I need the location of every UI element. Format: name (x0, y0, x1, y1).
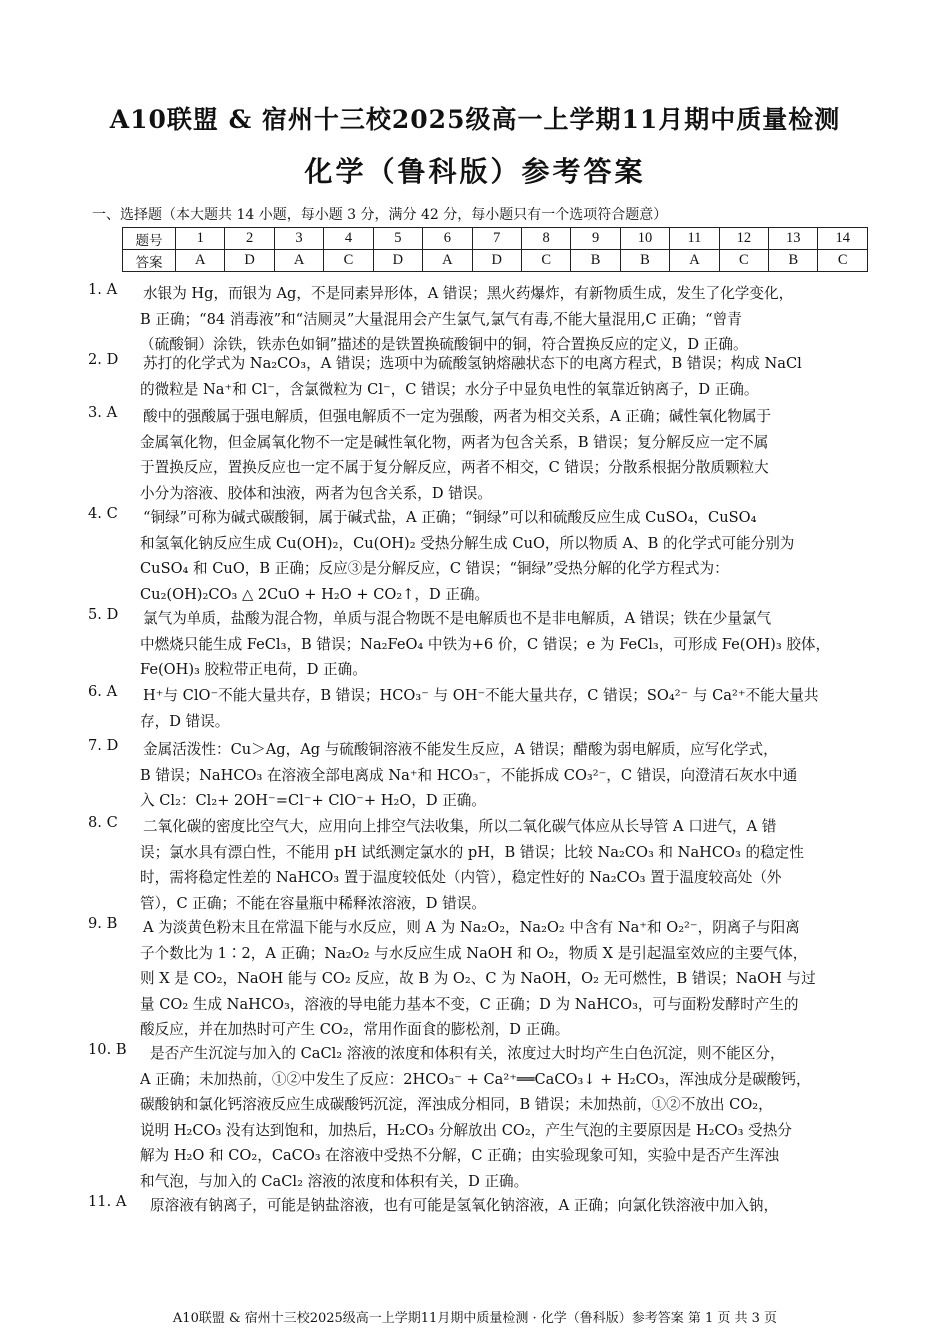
explanation-label: 4. C (88, 505, 118, 522)
explanation-line: 碳酸钠和氯化钙溶液反应生成碳酸钙沉淀，浑浊成分相同，B 错误；未加热前，①②不放出 CO₂， (140, 1096, 773, 1114)
explanation-line: 于置换反应，置换反应也一定不属于复分解反应，两者不相交，C 错误；分散系根据分散质颗粒大 (140, 459, 769, 477)
explanation-label: 11. A (88, 1193, 127, 1210)
explanation-line: A 为淡黄色粉末且在常温下能与水反应，则 A 为 Na₂O₂，Na₂O₂ 中含有 Na⁺和 O₂²⁻，阴离子与阳离 (143, 919, 800, 936)
explanation-line: A 正确；未加热前，①②中发生了反应：2HCO₃⁻ + Ca²⁺══CaCO₃↓ + H₂CO₃，浑浊成分是碳酸钙， (140, 1070, 811, 1088)
question-number-cell: 13 (769, 228, 818, 250)
explanation-line: 二氧化碳的密度比空气大，应用向上排空气法收集，所以二氧化碳气体应从长导管 A 口进气，A 错 (143, 818, 777, 835)
document-title: A10联盟 & 宿州十三校2025级高一上学期11月期中质量检测 (109, 105, 841, 134)
explanation-line: Cu₂(OH)₂CO₃ △ 2CuO + H₂O + CO₂↑，D 正确。 (140, 585, 490, 603)
explanation-line: 苏打的化学式为 Na₂CO₃，A 错误；选项中为硫酸氢钠熔融状态下的电离方程式，B 错误；构成 NaCl (143, 355, 802, 372)
answer-cell: B (571, 250, 620, 272)
explanation-line: B 错误；NaHCO₃ 在溶液全部电离成 Na⁺和 HCO₃⁻，不能拆成 CO₃²⁻，C 错误，向澄清石灰水中通 (140, 766, 798, 784)
explanation-label: 9. B (88, 915, 118, 932)
question-number-cell: 4 (324, 228, 373, 250)
explanation-line: （硫酸铜）涂铁，铁赤色如铜”描述的是铁置换硫酸铜中的铜，符合置换反应的定义，D 正确。 (140, 336, 748, 354)
explanation-line: 是否产生沉淀与加入的 CaCl₂ 溶液的浓度和体积有关，浓度过大时均产生白色沉淀，则不能区分， (150, 1045, 785, 1062)
answer-cell: B (769, 250, 818, 272)
answer-cell: B (620, 250, 669, 272)
answer-table-number-row (123, 228, 868, 250)
explanation-line: 管），C 正确；不能在容量瓶中稀释浓溶液，D 错误。 (140, 894, 486, 912)
explanation-line: 小分为溶液、胶体和浊液，两者为包含关系，D 错误。 (140, 484, 492, 502)
answer-cell: D (225, 250, 274, 272)
explanation-line: 的微粒是 Na⁺和 Cl⁻，含氯微粒为 Cl⁻，C 错误；水分子中显负电性的氧靠近钠离子，D 正确。 (140, 380, 759, 398)
answer-cell: D (472, 250, 521, 272)
explanation-line: 和气泡，与加入的 CaCl₂ 溶液的浓度和体积有关，D 正确。 (140, 1172, 529, 1190)
explanation-line: 水银为 Hg，而银为 Ag，不是同素异形体，A 错误；黑火药爆炸，有新物质生成，发生了化学变化， (143, 285, 794, 302)
explanation-line: 解为 H₂O 和 CO₂，CaCO₃ 在溶液中受热不分解，C 正确；由实验现象可知，实验中是否产生浑浊 (140, 1147, 779, 1165)
answer-cell: A (176, 250, 225, 272)
explanation-line: 酸反应，并在加热时可产生 CO₂，常用作面食的膨松剂，D 正确。 (140, 1021, 570, 1039)
explanation-line: 金属氧化物，但金属氧化物不一定是碱性氧化物，两者为包含关系，B 错误；复分解反应一定不属 (140, 433, 769, 451)
explanation-label: 1. A (88, 281, 118, 298)
answer-cell: C (818, 250, 868, 272)
question-number-cell: 1 (176, 228, 225, 250)
question-number-cell: 3 (274, 228, 323, 250)
explanation-line: 中燃烧只能生成 FeCl₃，B 错误；Na₂FeO₄ 中铁为+6 价，C 错误；e 为 FeCl₃，可形成 Fe(OH)₃ 胶体， (140, 635, 831, 653)
page-footer: A10联盟 & 宿州十三校2025级高一上学期11月期中质量检测 · 化学（鲁科版）参考答案 第 1 页 共 3 页 (172, 1311, 778, 1326)
question-number-cell: 11 (670, 228, 719, 250)
explanation-label: 6. A (88, 683, 118, 700)
question-number-cell: 14 (818, 228, 868, 250)
question-number-cell: 9 (571, 228, 620, 250)
explanation-line: 氯气为单质，盐酸为混合物，单质与混合物既不是电解质也不是非电解质，A 错误；铁在少量氯气 (143, 610, 772, 627)
explanation-label: 8. C (88, 814, 118, 831)
answer-cell: C (719, 250, 768, 272)
answer-cell: A (423, 250, 472, 272)
explanation-line: 说明 H₂CO₃ 没有达到饱和，加热后，H₂CO₃ 分解放出 CO₂，产生气泡的主要原因是 H₂CO₃ 受热分 (140, 1121, 792, 1139)
explanation-label: 2. D (88, 351, 119, 368)
explanation-line: 子个数比为 1∶2，A 正确；Na₂O₂ 与水反应生成 NaOH 和 O₂，物质 X 是引起温室效应的主要气体， (140, 944, 808, 962)
explanation-line: CuSO₄ 和 CuO，B 正确；反应③是分解反应，C 错误；“铜绿”受热分解的化学方程式为： (140, 560, 729, 578)
explanation-line: H⁺与 ClO⁻不能大量共存，B 错误；HCO₃⁻ 与 OH⁻不能大量共存，C 错误；SO₄²⁻ 与 Ca²⁺不能大量共 (143, 687, 819, 704)
answer-cell: A (670, 250, 719, 272)
explanation-label: 5. D (88, 606, 119, 623)
question-number-cell: 10 (620, 228, 669, 250)
table-header-question-number: 题号 (123, 228, 176, 250)
explanation-line: 误；氯水具有漂白性，不能用 pH 试纸测定氯水的 pH，B 错误；比较 Na₂CO₃ 和 NaHCO₃ 的稳定性 (140, 843, 804, 861)
question-number-cell: 2 (225, 228, 274, 250)
explanation-label: 7. D (88, 737, 119, 754)
answer-table (122, 227, 868, 272)
answer-table-answer-row (123, 250, 868, 272)
answer-cell: C (324, 250, 373, 272)
explanation-line: 则 X 是 CO₂，NaOH 能与 CO₂ 反应，故 B 为 O₂、C 为 NaOH，O₂ 无可燃性，B 错误；NaOH 与过 (140, 970, 816, 988)
answer-cell: D (373, 250, 422, 272)
explanation-line: B 正确；“84 消毒液”和“洁厕灵”大量混用会产生氯气,氯气有毒,不能大量混用,C 正确；“曾青 (140, 310, 742, 328)
section-heading: 一、选择题（本大题共 14 小题，每小题 3 分，满分 42 分，每小题只有一个选项符合题意） (92, 207, 668, 223)
explanation-line: 和氢氧化钠反应生成 Cu(OH)₂，Cu(OH)₂ 受热分解生成 CuO，所以物质 A、B 的化学式可能分别为 (140, 534, 795, 552)
answer-cell: C (521, 250, 570, 272)
answer-cell: A (274, 250, 323, 272)
explanation-line: 存，D 错误。 (140, 712, 230, 730)
explanation-line: 酸中的强酸属于强电解质，但强电解质不一定为强酸，两者为相交关系，A 正确；碱性氧化物属于 (143, 408, 772, 425)
explanation-label: 3. A (88, 404, 118, 421)
document-subtitle: 化学（鲁科版）参考答案 (304, 155, 646, 188)
question-number-cell: 6 (423, 228, 472, 250)
explanation-line: 量 CO₂ 生成 NaHCO₃，溶液的导电能力基本不变，C 正确；D 为 NaHCO₃，可与面粉发酵时产生的 (140, 995, 799, 1013)
question-number-cell: 12 (719, 228, 768, 250)
explanation-line: “铜绿”可称为碱式碳酸铜，属于碱式盐，A 正确；“铜绿”可以和硫酸反应生成 CuSO₄，CuSO₄ (143, 509, 757, 526)
explanation-line: Fe(OH)₃ 胶粒带正电荷，D 正确。 (140, 661, 367, 679)
explanation-line: 金属活泼性：Cu＞Ag，Ag 与硫酸铜溶液不能发生反应，A 错误；醋酸为弱电解质，应写化学式， (143, 741, 778, 758)
explanation-label: 10. B (88, 1041, 127, 1058)
explanation-line: 原溶液有钠离子，可能是钠盐溶液，也有可能是氢氧化钠溶液，A 正确；向氯化铁溶液中加入钠， (150, 1197, 779, 1214)
explanation-line: 入 Cl₂：Cl₂+ 2OH⁻=Cl⁻+ ClO⁻+ H₂O，D 正确。 (140, 792, 486, 810)
question-number-cell: 5 (373, 228, 422, 250)
table-header-answer: 答案 (123, 250, 176, 272)
explanation-line: 时，需将稳定性差的 NaHCO₃ 置于温度较低处（内管），稳定性好的 Na₂CO₃ 置于温度较高处（外 (140, 869, 782, 887)
question-number-cell: 7 (472, 228, 521, 250)
question-number-cell: 8 (521, 228, 570, 250)
